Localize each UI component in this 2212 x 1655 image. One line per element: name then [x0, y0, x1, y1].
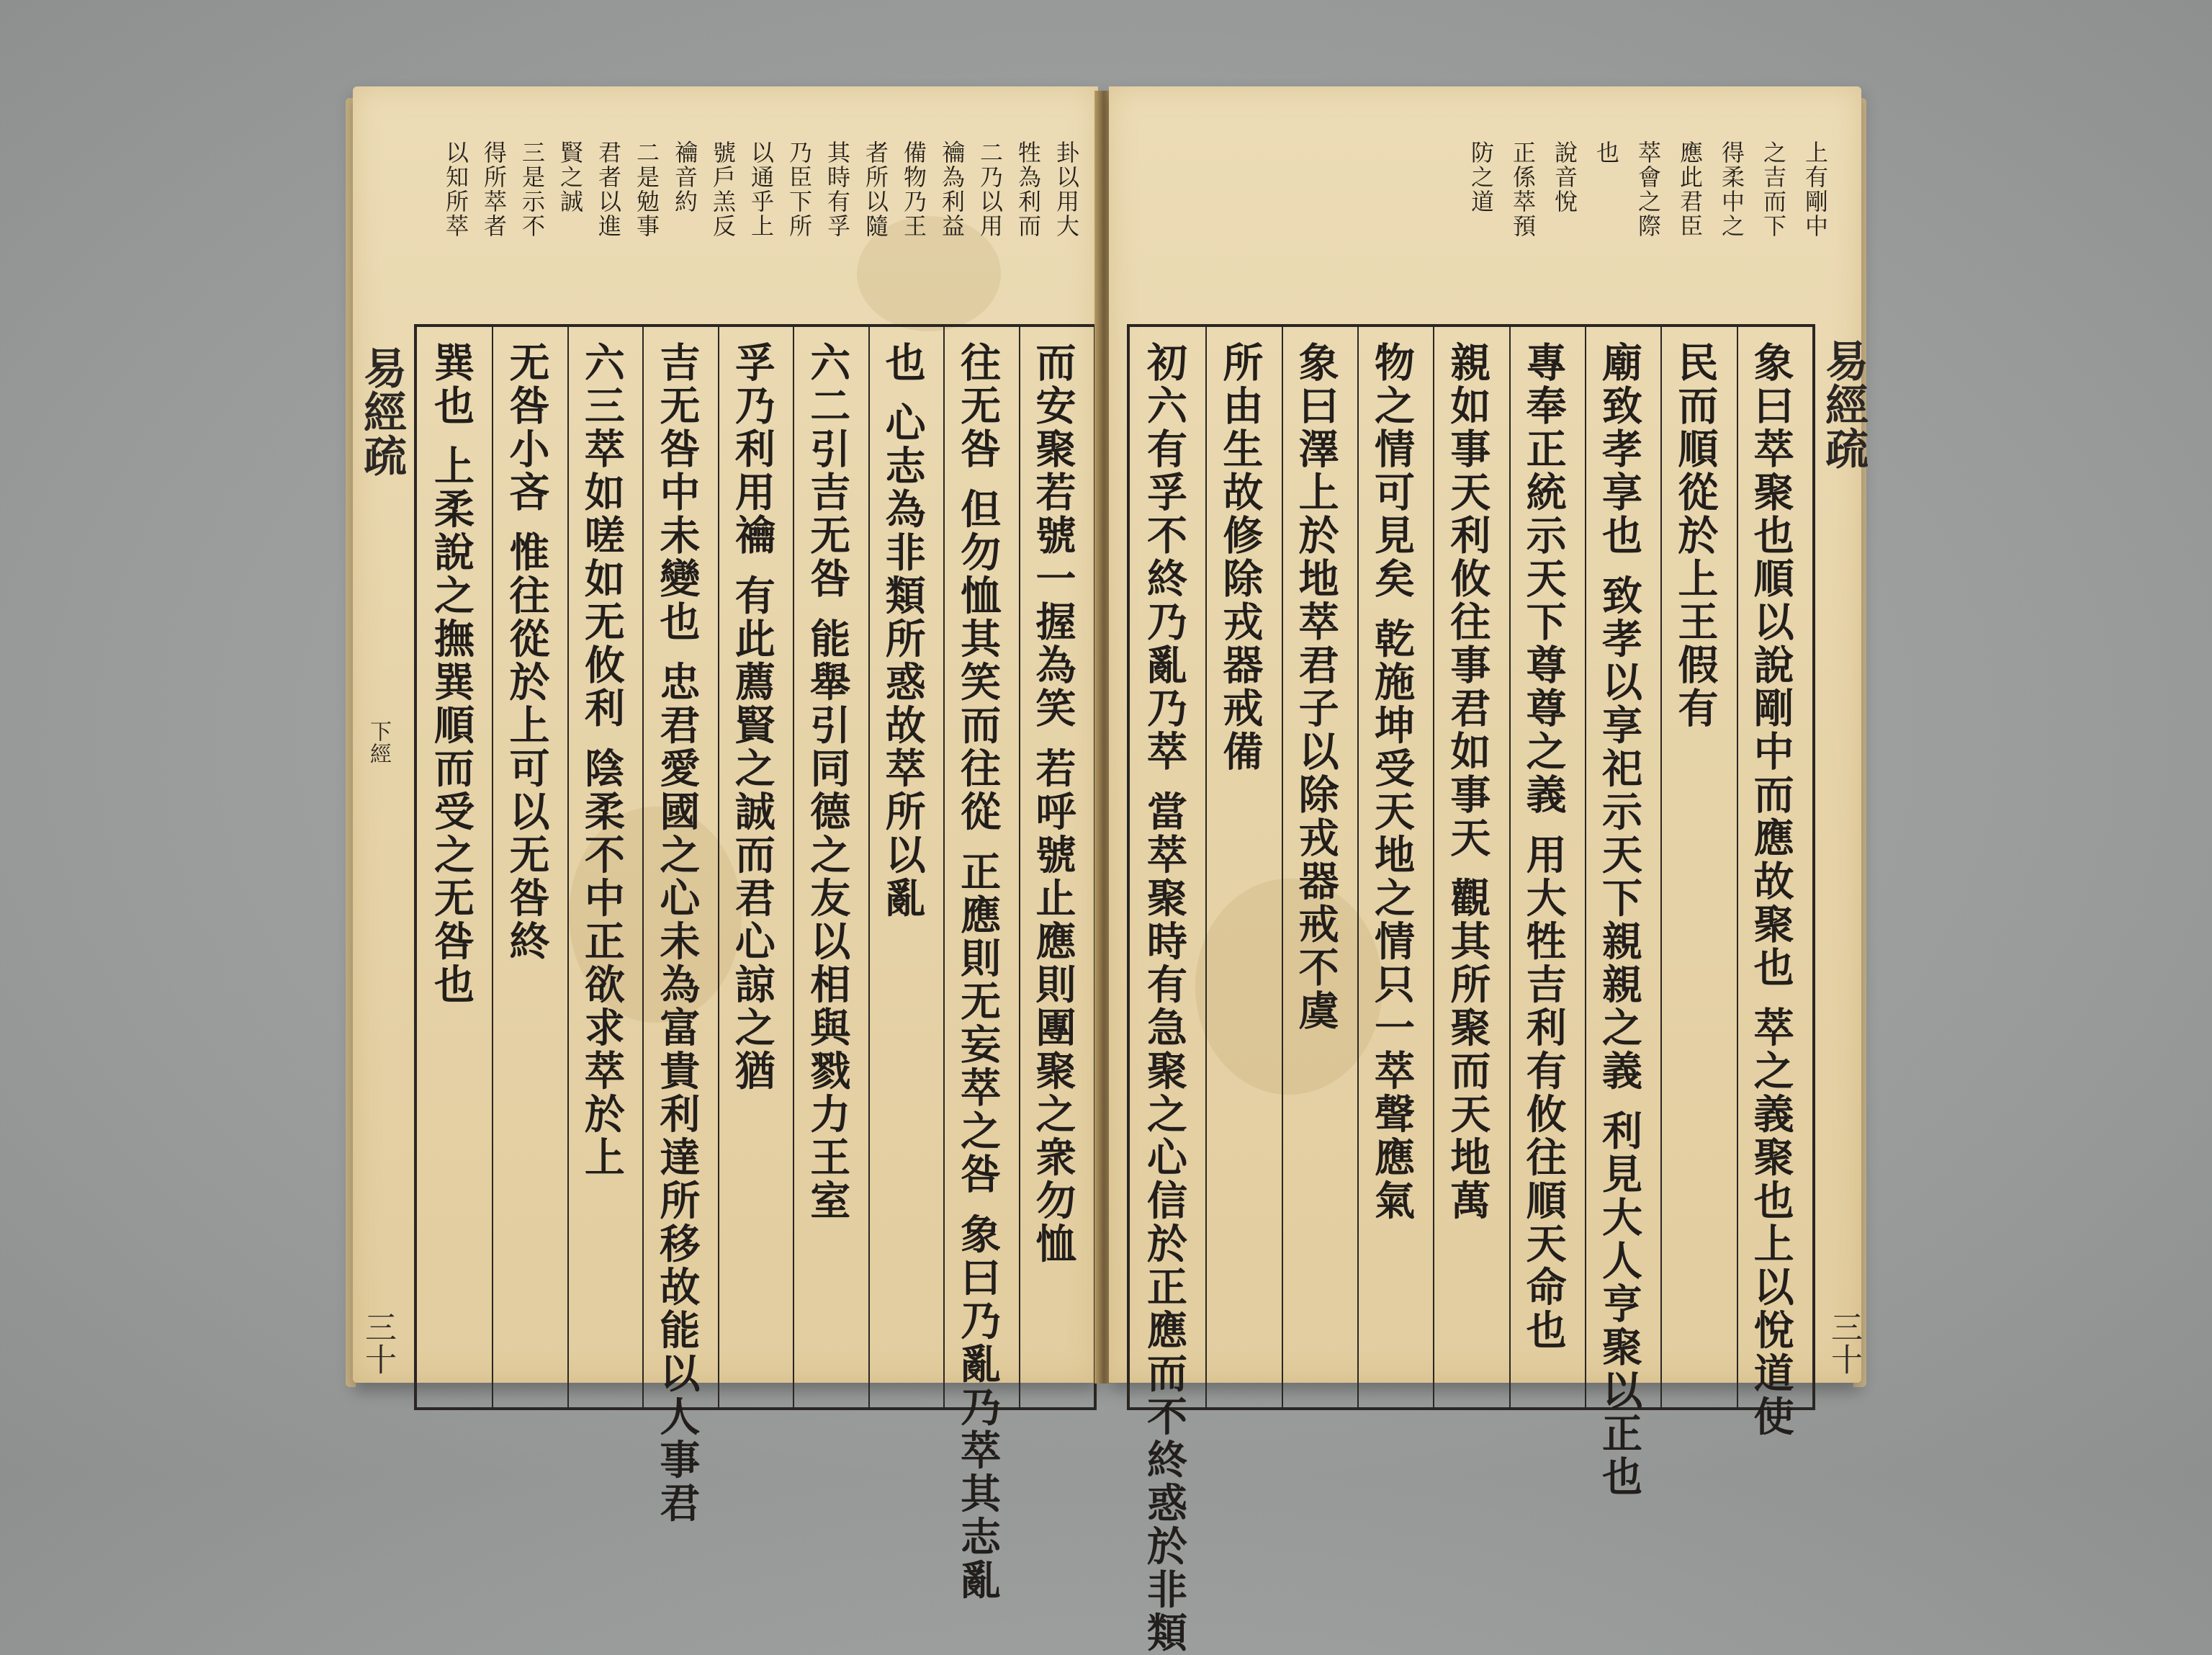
column-rule [492, 327, 493, 1407]
left-text-frame [414, 324, 1097, 1602]
left-folio: 三十 [359, 1311, 396, 1376]
text-column: 而安聚若號一握為笑 若呼號止應則團聚之衆勿恤 [1029, 341, 1077, 1266]
open-book [346, 86, 1872, 1655]
header-note: 以知所萃 [442, 140, 469, 238]
header-note: 說音悅 [1551, 140, 1578, 214]
text-column: 六二引吉无咎 能舉引同德之友以相與戮力王室 [804, 341, 852, 1223]
left-page [353, 86, 1098, 1602]
header-note: 應此君臣 [1676, 140, 1704, 238]
text-column: 吉无咎中未變也 忠君愛國之心未為富貴利達所移故能以人事君 [653, 341, 701, 1525]
text-column: 六三萃如嗟如无攸利 陰柔不中正欲求萃於上 [577, 341, 626, 1180]
column-rule [1433, 327, 1434, 1407]
header-note: 備物乃王 [900, 140, 927, 238]
header-note: 萃會之際 [1635, 140, 1662, 238]
text-column: 初六有孚不終乃亂乃萃 當萃聚時有急聚之心信於正應而不終惑於非類 [1141, 341, 1188, 1655]
column-rule [1585, 327, 1586, 1407]
text-column: 巽也 上柔說之撫巽順而受之无咎也 [428, 341, 475, 1007]
column-rule [1660, 327, 1662, 1407]
text-column: 所由生故修除戎器戒備 [1216, 341, 1264, 773]
text-column: 物之情可見矣 乾施坤受天地之情只一萃聲應氣 [1368, 341, 1416, 1223]
text-column: 親如事天利攸往事君如事天 觀其所聚而天地萬 [1444, 341, 1492, 1223]
column-rule [943, 327, 945, 1407]
header-note: 二是勉事 [633, 140, 660, 238]
text-column: 專奉正統示天下尊尊之義 用大牲吉利有攸往順天命也 [1519, 341, 1568, 1353]
right-margin-title: 易經疏 [1818, 338, 1869, 470]
header-note: 正係萃預 [1509, 140, 1537, 238]
column-rule [1282, 327, 1283, 1407]
header-note: 者所以隨 [862, 140, 889, 238]
column-rule [642, 327, 644, 1407]
text-column: 象曰澤上於地萃君子以除戎器戒不虞 [1292, 341, 1340, 1033]
left-margin-title: 易經疏 [356, 346, 407, 477]
column-rule [718, 327, 719, 1407]
header-note: 禴為利益 [938, 140, 966, 238]
header-note: 號戶羔反 [709, 140, 737, 238]
header-note: 三是示不 [518, 140, 546, 238]
header-note: 賢之誠 [557, 140, 584, 214]
header-note: 二乃以用 [976, 140, 1004, 238]
left-margin-sub: 下經 [366, 720, 391, 765]
column-rule [1357, 327, 1359, 1407]
header-note: 也 [1593, 140, 1620, 165]
column-rule [868, 327, 870, 1407]
text-column: 象曰萃聚也順以說剛中而應故聚也 萃之義聚也上以悅道使 [1747, 341, 1795, 1439]
header-note: 之吉而下 [1760, 140, 1787, 238]
header-note: 上有剛中 [1802, 140, 1829, 238]
text-column: 往无咎 但勿恤其笑而往從 正應則无妄萃之咎 象曰乃亂乃萃其志亂 [954, 341, 1002, 1602]
text-column: 孚乃利用禴 有此薦賢之誠而君心諒之猶 [728, 341, 776, 1093]
header-note: 君者以進 [595, 140, 622, 238]
header-note: 禴音約 [671, 140, 698, 214]
right-folio: 三十 [1825, 1311, 1862, 1376]
column-rule [793, 327, 794, 1407]
right-page [1109, 86, 1869, 1655]
column-rule [1205, 327, 1207, 1407]
column-rule [1019, 327, 1020, 1407]
header-note: 以通乎上 [747, 140, 775, 238]
header-note: 乃臣下所 [786, 140, 813, 238]
right-text-frame [1127, 324, 1815, 1655]
column-rule [1509, 327, 1511, 1407]
text-column: 也 心志為非類所惑故萃所以亂 [878, 341, 927, 920]
column-rule [567, 327, 569, 1407]
header-note: 牲為利而 [1015, 140, 1042, 238]
text-column: 无咎小吝 惟往從於上可以无咎終 [503, 341, 551, 964]
header-note: 防之道 [1467, 140, 1495, 214]
header-note: 得柔中之 [1718, 140, 1745, 238]
column-rule [1737, 327, 1738, 1407]
text-column: 民而順從於上王假有 [1671, 341, 1719, 730]
header-note: 得所萃者 [480, 140, 508, 238]
text-column: 廟致孝享也 致孝以享祀示天下親親之義 利見大人亨聚以正也 [1596, 341, 1643, 1499]
header-note: 其時有孚 [824, 140, 851, 238]
header-note: 卦以用大 [1053, 140, 1080, 238]
